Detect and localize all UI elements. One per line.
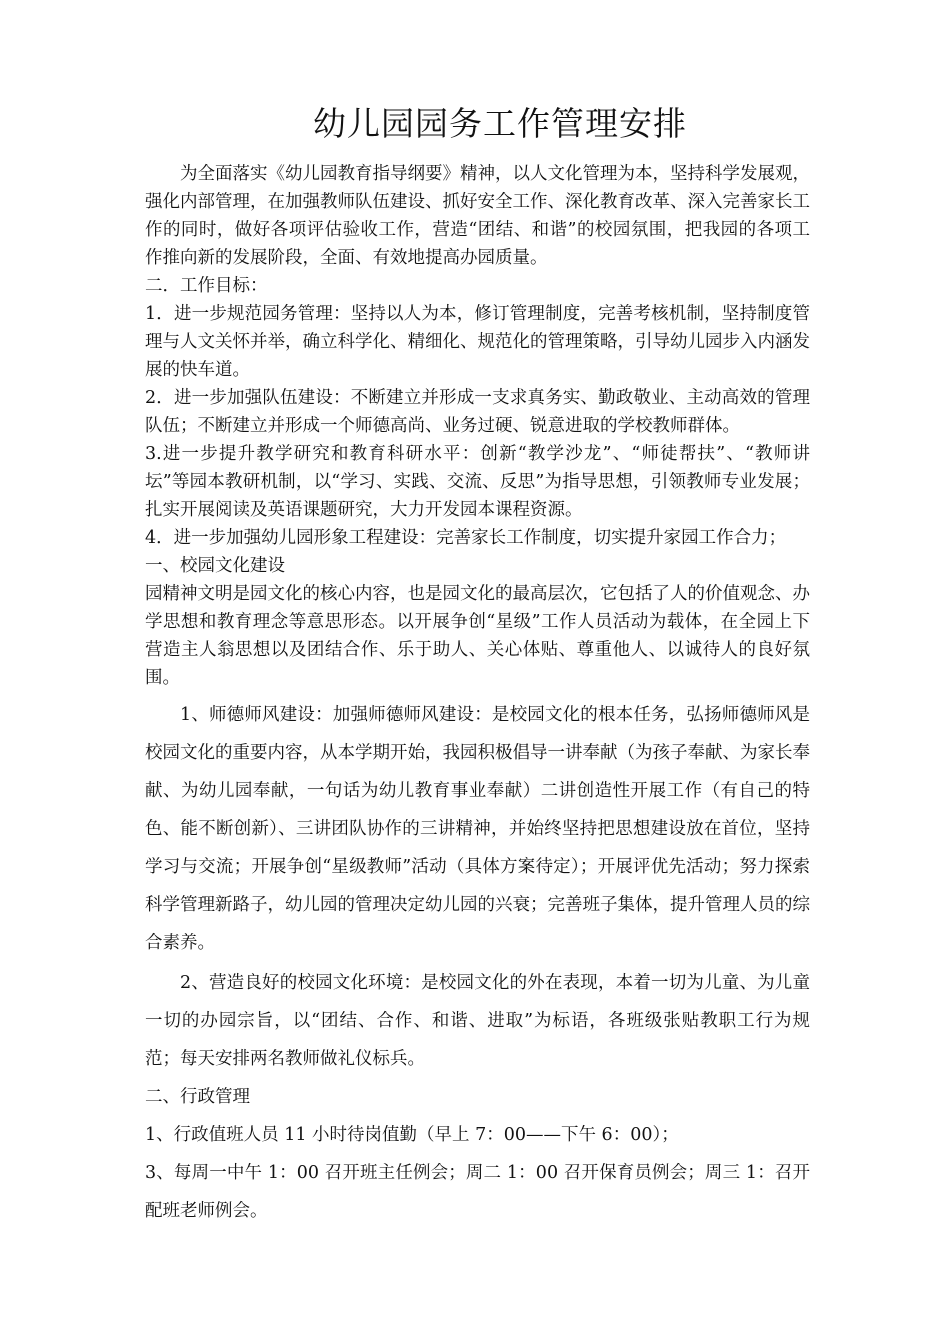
- goal-item-3: 3.进一步提升教学研究和教育科研水平：创新“教学沙龙”、“师徒帮扶”、“教师讲坛”等园本教研机制，以“学习、实践、交流、反思”为指导思想，引领教师专业发展；扎实开展阅读及英语课题研究，大力开发园本课程资源。: [145, 444, 810, 520]
- goal-item-1: 1．进一步规范园务管理：坚持以人为本，修订管理制度，完善考核机制，坚持制度管理与人文关怀并举，确立科学化、精细化、规范化的管理策略，引导幼儿园步入内涵发展的快车道。: [145, 304, 810, 380]
- culture-item-2: 2、营造良好的校园文化环境：是校园文化的外在表现，本着一切为儿童、为儿童一切的办园宗旨，以“团结、合作、和谐、进取”为标语，各班级张贴教职工行为规范；每天安排两名教师做礼仪标兵。: [145, 973, 810, 1069]
- goals-heading: 二．工作目标：: [145, 276, 268, 296]
- goal-item-2: 2．进一步加强队伍建设：不断建立并形成一支求真务实、勤政敬业、主动高效的管理队伍；不断建立并形成一个师德高尚、业务过硬、锐意进取的学校教师群体。: [145, 388, 810, 436]
- admin-item-3: 3、每周一中午 1：00 召开班主任例会；周二 1：00 召开保育员例会；周三 1：召开配班老师例会。: [145, 1163, 810, 1221]
- goal-item-4: 4．进一步加强幼儿园形象工程建设：完善家长工作制度，切实提升家园工作合力；: [145, 528, 787, 548]
- document-body: [145, 160, 810, 1230]
- culture-item-1: 1、师德师风建设：加强师德师风建设：是校园文化的根本任务，弘扬师德师风是校园文化的重要内容，从本学期开始，我园积极倡导一讲奉献（为孩子奉献、为家长奉献、为幼儿园奉献，一句话为幼儿教育事业奉献）二讲创造性开展工作（有自己的特色、能不断创新）、三讲团队协作的三讲精神，并始终坚持把思想建设放在首位，坚持学习与交流；开展争创“星级教师”活动（具体方案待定）；开展评优先活动；努力探索科学管理新路子，幼儿园的管理决定幼儿园的兴衰；完善班子集体，提升管理人员的综合素养。: [145, 705, 810, 953]
- culture-heading: 一、校园文化建设: [145, 556, 285, 576]
- admin-item-1: 1、行政值班人员 11 小时待岗值勤（早上 7：00——下午 6：00）；: [145, 1125, 679, 1145]
- intro-paragraph: 为全面落实《幼儿园教育指导纲要》精神，以人文化管理为本，坚持科学发展观，强化内部管理，在加强教师队伍建设、抓好安全工作、深化教育改革、深入完善家长工作的同时，做好各项评估验收工作，营造“团结、和谐”的校园氛围，把我园的各项工作推向新的发展阶段，全面、有效地提高办园质量。: [145, 164, 810, 268]
- admin-heading: 二、行政管理: [145, 1087, 250, 1107]
- document-title: 幼儿园园务工作管理安排: [313, 104, 687, 143]
- culture-intro-paragraph: 园精神文明是园文化的核心内容，也是园文化的最高层次，它包括了人的价值观念、办学思想和教育理念等意思形态。以开展争创“星级”工作人员活动为载体，在全园上下营造主人翁思想以及团结合作、乐于助人、关心体贴、尊重他人、以诚待人的良好氛围。: [145, 584, 810, 688]
